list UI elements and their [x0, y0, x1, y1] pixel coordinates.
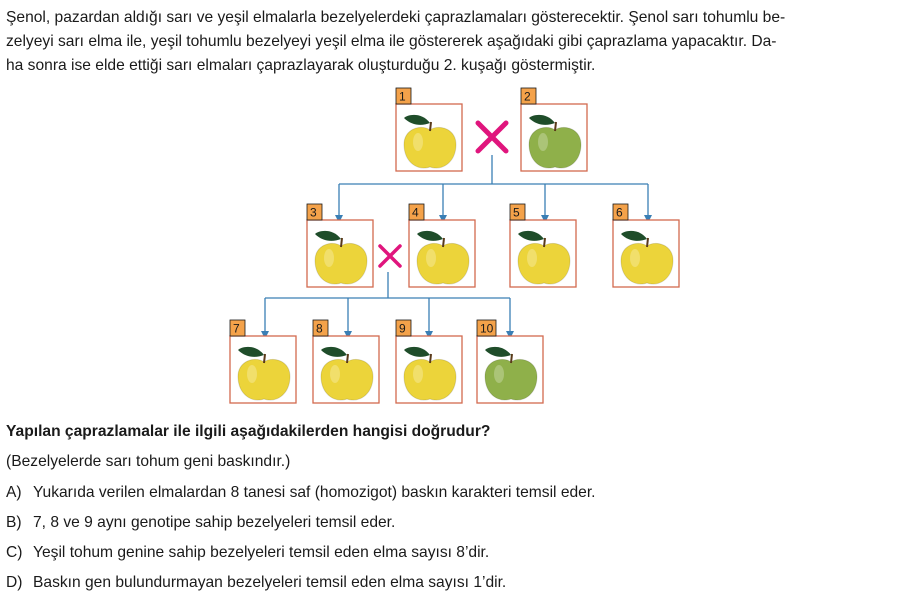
apple-box-8 [313, 320, 379, 403]
apple-box-3 [307, 204, 373, 287]
intro-line-2: zelyeyi sarı elma ile, yeşil tohumlu bezelyeyi yeşil elma ile göstererek aşağıdaki gibi çaprazlama yapacaktır. Da- [6, 33, 777, 50]
option-letter: D) [6, 574, 23, 591]
option-text: Baskın gen bulundurmayan bezelyeleri temsil eden elma sayısı 1’dir. [33, 574, 507, 591]
intro-line-1: Şenol, pazardan aldığı sarı ve yeşil elmalarla bezelyelerdeki çaprazlamaları gösterecektir. Şenol sarı tohumlu be- [6, 9, 786, 26]
option-letter: A) [6, 484, 22, 501]
box-label-number: 7 [233, 321, 240, 336]
box-label-number: 8 [316, 321, 323, 336]
cross-symbol-icon-small [380, 246, 400, 266]
option-letter: C) [6, 544, 23, 561]
cross-symbol-icon [478, 123, 506, 151]
option-d[interactable] [6, 573, 596, 603]
box-label-number: 2 [524, 89, 531, 104]
apple-box-6 [613, 204, 679, 287]
apple-boxes [230, 88, 679, 403]
answer-options [6, 483, 596, 603]
intro-line-3: ha sonra ise elde ettiği sarı elmaları çaprazlayarak oluşturduğu 2. kuşağı göstermiştir. [6, 57, 596, 74]
option-text: Yeşil tohum genine sahip bezelyeleri temsil eden elma sayısı 8’dir. [33, 544, 490, 561]
option-a[interactable] [6, 483, 596, 513]
box-label-number: 3 [310, 205, 317, 220]
apple-box-5 [510, 204, 576, 287]
box-label-number: 4 [412, 205, 419, 220]
box-label-number: 1 [399, 89, 406, 104]
question-text: Yapılan çaprazlamalar ile ilgili aşağıdakilerden hangisi doğrudur? [6, 423, 491, 440]
box-label-number: 6 [616, 205, 623, 220]
box-label-number: 9 [399, 321, 406, 336]
apple-box-2 [521, 88, 587, 171]
option-text: 7, 8 ve 9 aynı genotipe sahip bezelyeleri temsil eder. [33, 514, 396, 531]
option-b[interactable] [6, 513, 596, 543]
apple-box-7 [230, 320, 296, 403]
option-text: Yukarıda verilen elmalardan 8 tanesi saf (homozigot) baskın karakteri temsil eder. [33, 484, 596, 501]
apple-box-4 [409, 204, 475, 287]
option-c[interactable] [6, 543, 596, 573]
question-note: (Bezelyelerde sarı tohum geni baskındır.) [6, 453, 291, 470]
box-label-number: 10 [480, 321, 494, 336]
apple-box-1 [396, 88, 462, 171]
box-label-number: 5 [513, 205, 520, 220]
option-letter: B) [6, 514, 22, 531]
